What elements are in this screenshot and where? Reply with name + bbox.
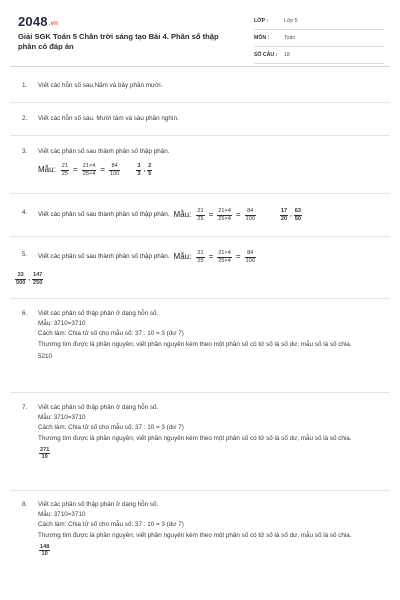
example-label: Mẫu: — [173, 251, 192, 261]
site-logo[interactable] — [18, 14, 58, 29]
divider — [10, 392, 390, 393]
divider — [10, 102, 390, 103]
meta-label: MÔN : — [254, 35, 270, 41]
equals-sign: = — [100, 165, 105, 175]
header-divider — [10, 66, 390, 67]
question-number: 2. — [22, 115, 28, 122]
fraction: $\frac{21}{25}$ — [61, 163, 69, 177]
example-equation — [38, 163, 382, 177]
meta-value: 18 — [284, 52, 290, 58]
comma: , — [28, 275, 31, 282]
question-number: 8. — [22, 501, 28, 508]
meta-value: Lớp 5 — [284, 18, 298, 24]
question-number: 1. — [22, 82, 28, 89]
logo-text: 2048 — [18, 14, 48, 29]
equals-sign: = — [235, 251, 241, 261]
divider — [10, 490, 390, 491]
fraction: $\frac{21}{25}$ — [197, 208, 204, 222]
question-number: 7. — [22, 404, 28, 411]
equals-sign: = — [73, 165, 78, 175]
fraction: $\frac{84}{100}$ — [245, 208, 255, 222]
comma: , — [143, 167, 146, 174]
rule-text: Thương tìm được là phần nguyên; viết phần nguyên kèm theo một phân số có tử số là số dư, mẫu số là số chia. — [38, 531, 352, 539]
answer-fraction: $\frac{63}{50}$ — [294, 208, 301, 222]
question-text: Viết các phân số thập phân ở dạng hỗn số. — [38, 501, 159, 508]
answer-fraction: $\frac{148}{10}$ — [40, 543, 50, 558]
equals-sign: = — [208, 209, 214, 219]
rule-text: Thương tìm được là phần nguyên; viết phần nguyên kèm theo một phân số có tử số là số dư, mẫu số là số chia. — [38, 340, 352, 348]
comma: , — [290, 211, 292, 218]
meta-label: LỚP : — [254, 18, 269, 24]
question-line — [38, 250, 382, 264]
document-title: Giải SGK Toán 5 Chân trời sáng tạo Bài 4. Phân số thập phân có đáp án — [18, 32, 219, 51]
example-text: Mẫu: 3710=3710 — [38, 511, 86, 519]
rule-text: Thương tìm được là phần nguyên; viết phần nguyên kèm theo một phân số có tử số là số dư, mẫu số là số chia. — [38, 434, 352, 442]
equals-sign: = — [208, 251, 214, 261]
divider — [10, 135, 390, 136]
header — [0, 0, 400, 66]
fraction: $\frac{21\times 4}{25\times 4}$ — [82, 163, 96, 177]
answer — [135, 163, 153, 177]
answer-fraction: $\frac{147}{250}$ — [33, 272, 43, 286]
answer-fraction: $\frac{17}{20}$ — [280, 208, 288, 222]
logo-suffix: .vn — [48, 21, 59, 27]
answer-text: 5210 — [38, 352, 53, 360]
answer-fraction: $\frac{271}{10}$ — [40, 446, 50, 461]
equals-sign: = — [235, 209, 241, 219]
question-text: Viết các phân số thập phân ở dạng hỗn số. — [38, 310, 159, 317]
meta-row-class — [254, 16, 384, 30]
answer-fraction: $\frac{3}{3}$ — [137, 163, 141, 177]
meta-info — [254, 16, 384, 67]
fraction: $\frac{21\times 4}{25\times 4}$ — [218, 208, 231, 222]
meta-label: SỐ CÂU : — [254, 52, 278, 58]
question-text: Viết các phân số sau thành phân số thập phân. — [38, 148, 170, 155]
divider — [10, 193, 390, 194]
question-text: Viết các phân số thập phân ở dạng hỗn số. — [38, 404, 159, 411]
method-text: Cách làm: Chia tử số cho mẫu số: 37 : 10 = 3 (dư 7) — [38, 521, 184, 529]
meta-row-count — [254, 50, 384, 64]
divider — [10, 236, 390, 237]
fraction: $\frac{84}{100}$ — [109, 163, 120, 177]
answer — [14, 272, 44, 286]
answer-fraction: $\frac{2}{5}$ — [148, 163, 152, 177]
question-text: Viết các hỗn số sau. Mười tám và sáu phần nghìn. — [38, 115, 179, 122]
example-text: Mẫu: 3710=3710 — [38, 414, 86, 422]
divider — [10, 298, 390, 299]
method-text: Cách làm: Chia tử số cho mẫu số: 37 : 10 = 3 (dư 7) — [38, 330, 184, 338]
meta-value: Toán — [284, 35, 296, 41]
fraction: $\frac{21\times 4}{25\times 4}$ — [218, 250, 231, 264]
question-line — [38, 208, 382, 222]
method-text: Cách làm: Chia tử số cho mẫu số: 37 : 10 = 3 (dư 7) — [38, 424, 184, 432]
question-number: 4. — [22, 209, 28, 216]
answer — [279, 208, 303, 222]
answer-fraction: $\frac{33}{500}$ — [16, 272, 26, 286]
question-number: 3. — [22, 148, 28, 155]
question-text: Viết các phân số sau thành phân số thập phân. — [38, 210, 170, 218]
fraction: $\frac{21}{25}$ — [197, 250, 204, 264]
fraction: $\frac{84}{100}$ — [245, 250, 255, 264]
example-label: Mẫu: — [38, 165, 56, 175]
example-text: Mẫu: 3710=3710 — [38, 320, 86, 328]
meta-row-subject — [254, 33, 384, 47]
example-label: Mẫu: — [173, 209, 192, 219]
question-number: 5. — [22, 251, 28, 258]
question-text: Viết các hỗn số sau.Năm và bảy phần mười. — [38, 82, 163, 89]
question-number: 6. — [22, 310, 28, 317]
question-text: Viết các phân số sau thành phân số thập phân. — [38, 252, 170, 260]
